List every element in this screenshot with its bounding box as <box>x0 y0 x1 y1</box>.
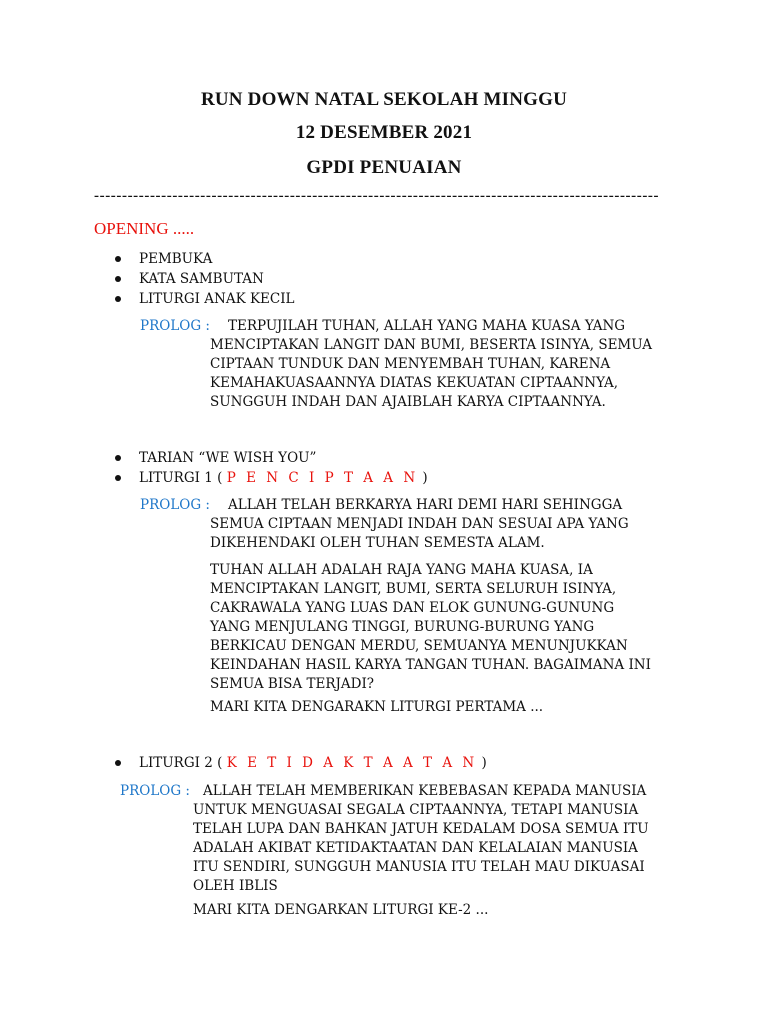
program-list-1 <box>114 448 428 488</box>
bullet-icon <box>115 475 121 481</box>
document-title: RUN DOWN NATAL SEKOLAH MINGGU <box>200 89 568 110</box>
bullet-icon <box>115 760 121 766</box>
prolog-label: PROLOG : <box>140 497 210 513</box>
dashed-divider: ----------------------------------------------------------------------------------------------------- <box>94 188 660 204</box>
program-list-2 <box>114 753 487 773</box>
list-item-liturgi-1: LITURGI 1 ( P E N C I P T A A N ) <box>114 468 428 488</box>
liturgi-2-theme: K E T I D A K T A A T A N <box>226 755 478 771</box>
list-item-pembuka: PEMBUKA <box>114 249 295 269</box>
liturgi-1-theme: P E N C I P T A A N <box>226 470 419 486</box>
paragraph-mari-kita-1: MARI KITA DENGARAKN LITURGI PERTAMA ... <box>210 699 544 715</box>
church-name: GPDI PENUAIAN <box>306 157 462 178</box>
prolog-label: PROLOG : <box>120 783 190 799</box>
list-item-liturgi-anak-kecil: LITURGI ANAK KECIL <box>114 289 295 309</box>
prolog-paragraph-1: TERPUJILAH TUHAN, ALLAH YANG MAHA KUASA YANG MENCIPTAKAN LANGIT DAN BUMI, BESERTA ISINYA, SEMUA CIPTAAN TUNDUK DAN MENYEMBAH TUHAN, KARENA KEMAHAKUASAANNYA DIATAS KEKUATAN CIPTAANNYA, SUNGGUH INDAH DAN AJAIBLAH KARYA CIPTAANNYA. <box>210 318 652 410</box>
bullet-icon <box>115 296 121 302</box>
bullet-icon <box>115 455 121 461</box>
paragraph-mari-kita-2: MARI KITA DENGARKAN LITURGI KE-2 ... <box>193 902 489 918</box>
list-item-tarian: TARIAN “WE WISH YOU” <box>114 448 428 468</box>
opening-list <box>114 249 295 309</box>
list-item-liturgi-2: LITURGI 2 ( K E T I D A K T A A T A N ) <box>114 753 487 773</box>
bullet-icon <box>115 276 121 282</box>
prolog-paragraph-2: ALLAH TELAH BERKARYA HARI DEMI HARI SEHINGGA SEMUA CIPTAAN MENJADI INDAH DAN SESUAI APA YANG DIKEHENDAKI OLEH TUHAN SEMESTA ALAM. <box>210 497 629 551</box>
list-item-kata-sambutan: KATA SAMBUTAN <box>114 269 295 289</box>
paragraph-tuhan-allah: TUHAN ALLAH ADALAH RAJA YANG MAHA KUASA, IA MENCIPTAKAN LANGIT, BUMI, SERTA SELURUH ISINYA, CAKRAWALA YANG LUAS DAN ELOK GUNUNG-GUNUNG YANG MENJULANG TINGGI, BURUNG-BURUNG YANG BERKICAU DENGAN MERDU, SEMUANYA MENUNJUKKAN KEINDAHAN HASIL KARYA TANGAN TUHAN. BAGAIMANA INI SEMUA BISA TERJADI? <box>210 562 651 692</box>
opening-heading: OPENING ..... <box>94 219 195 238</box>
prolog-label: PROLOG : <box>140 318 210 334</box>
document-date: 12 DESEMBER 2021 <box>295 122 473 143</box>
prolog-paragraph-3: ALLAH TELAH MEMBERIKAN KEBEBASAN KEPADA MANUSIA UNTUK MENGUASAI SEGALA CIPTAANNYA, TETAPI MANUSIA TELAH LUPA DAN BAHKAN JATUH KEDALAM DOSA SEMUA ITU ADALAH AKIBAT KETIDAKTAATAN DAN KELALAIAN MANUSIA ITU SENDIRI, SUNGGUH MANUSIA ITU TELAH MAU DIKUASAI OLEH IBLIS <box>193 783 649 894</box>
bullet-icon <box>115 256 121 262</box>
